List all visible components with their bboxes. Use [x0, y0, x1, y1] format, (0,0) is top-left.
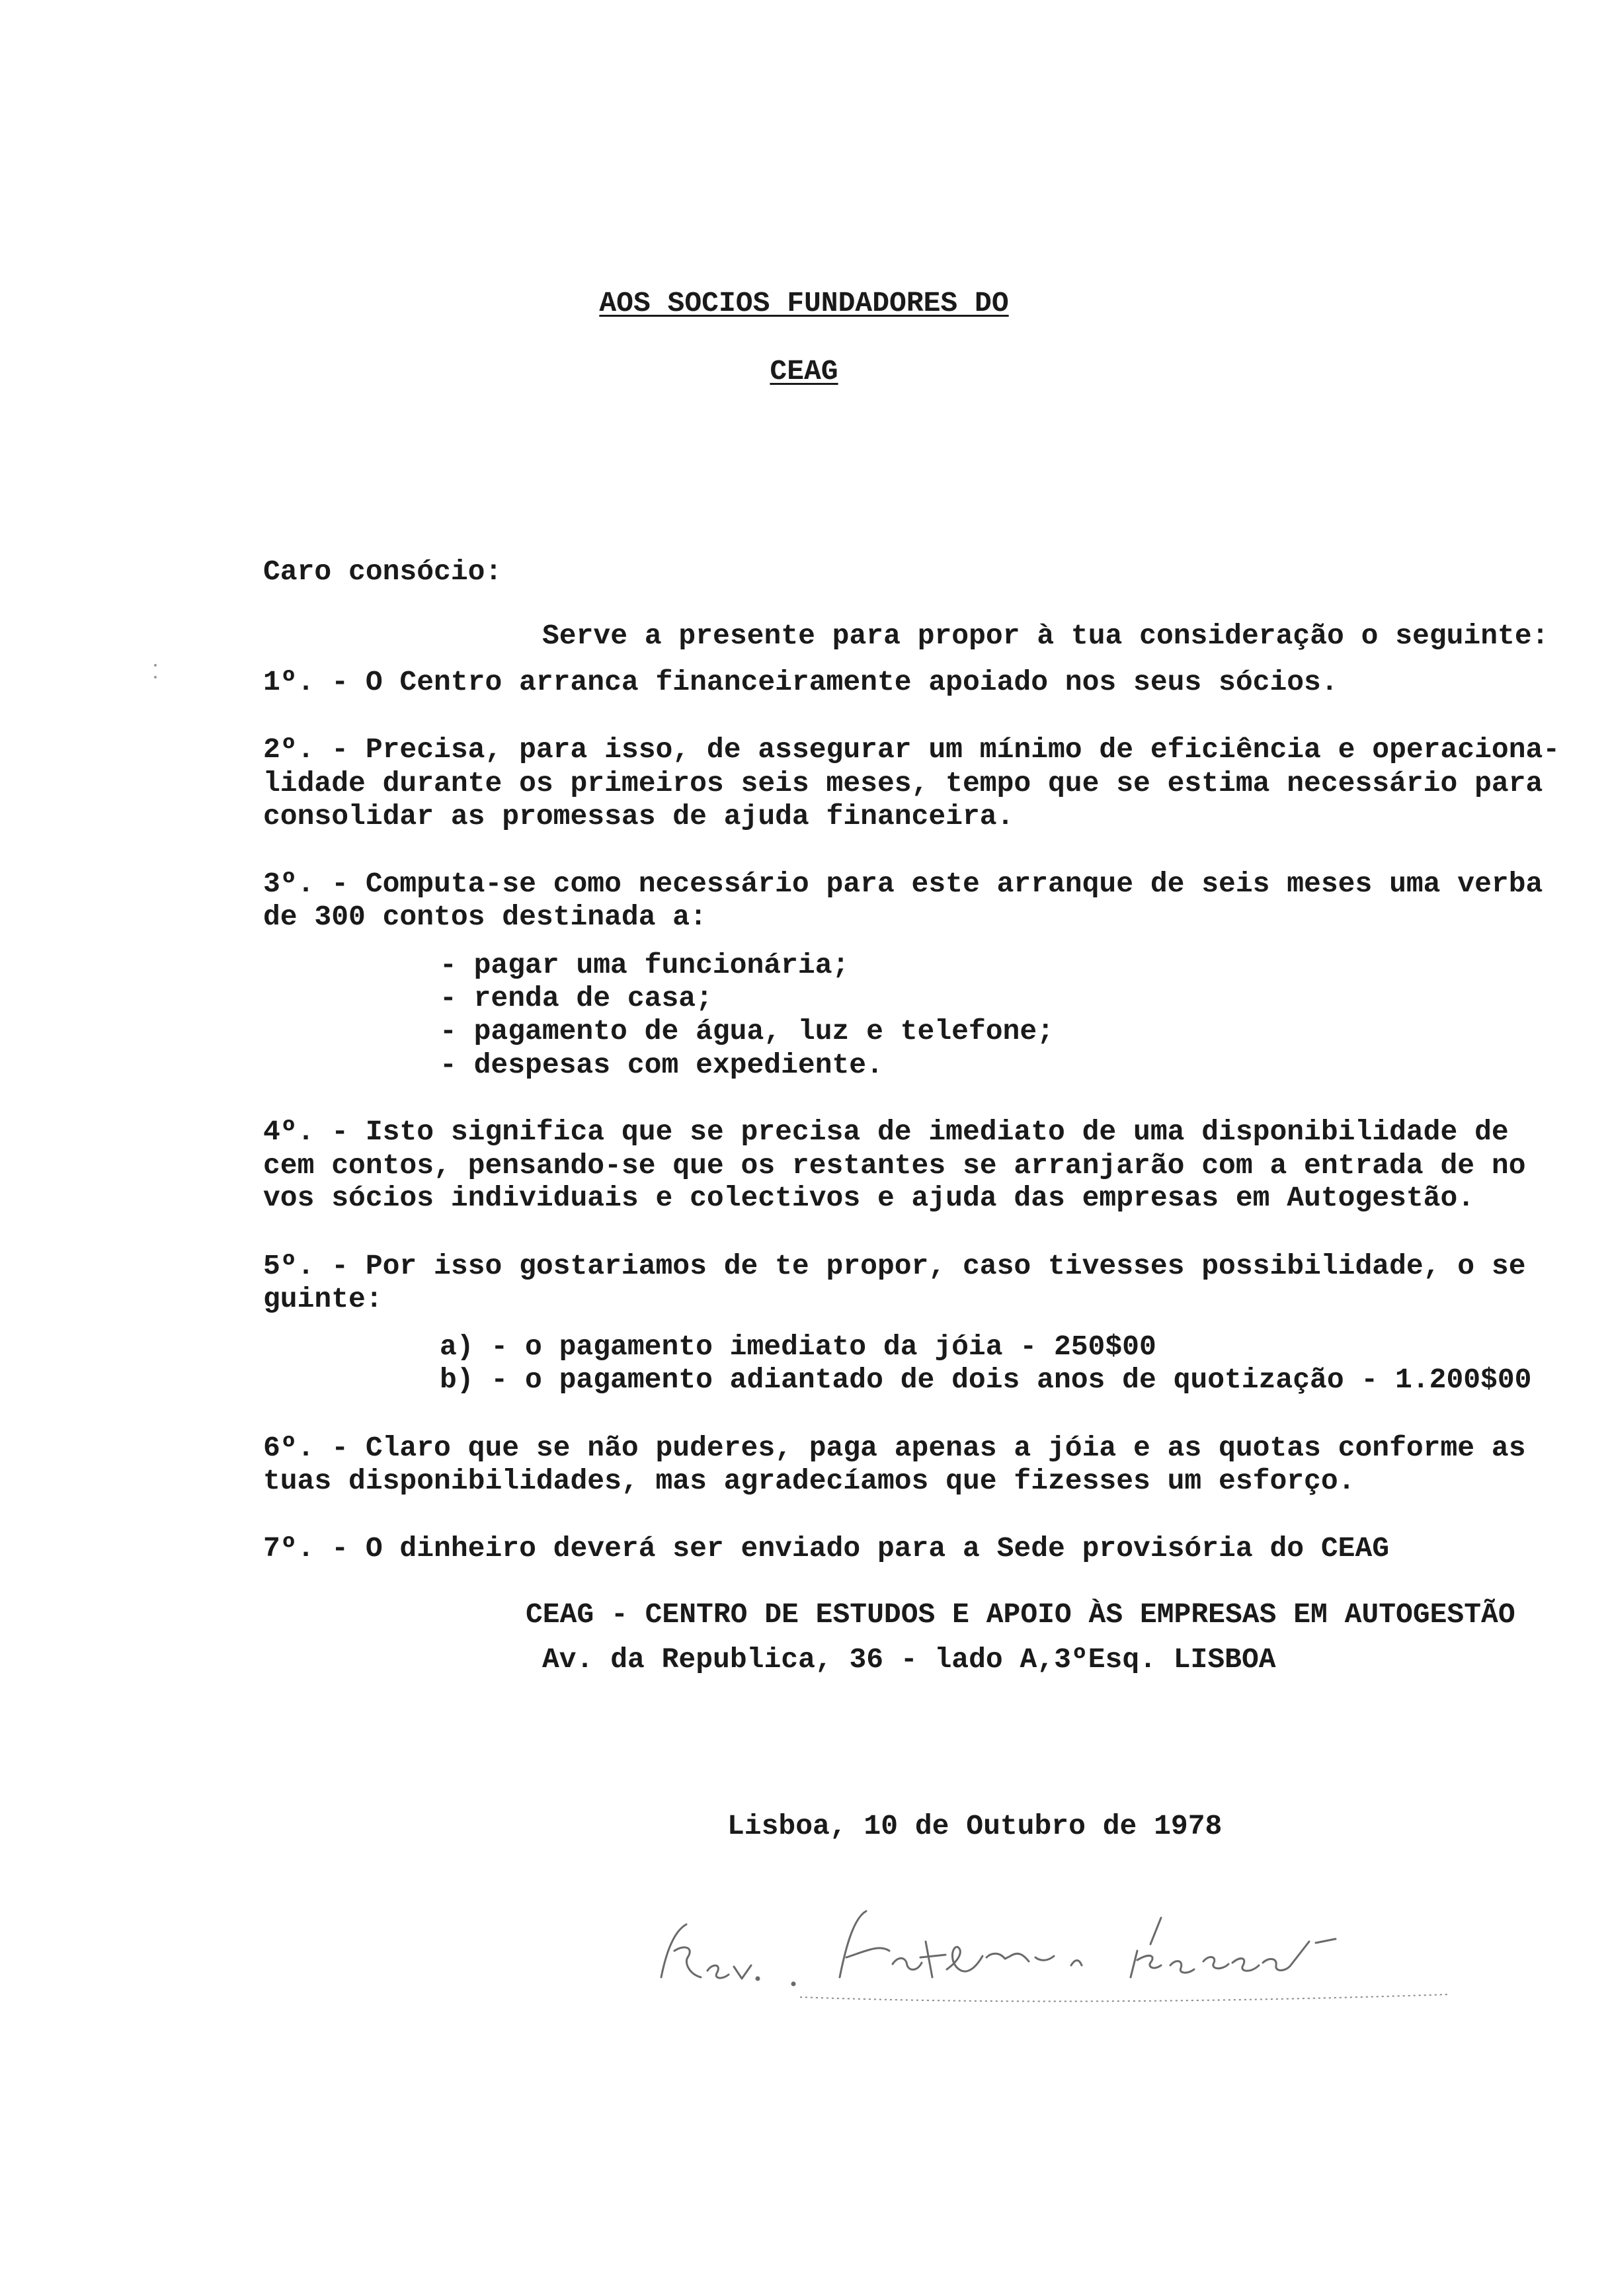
payment-option: a) - o pagamento imediato da jóia - 250$00	[440, 1331, 1156, 1363]
expense-item: - pagar uma funcionária;	[440, 949, 850, 981]
point-2-line-3: consolidar as promessas de ajuda financeira.	[263, 800, 1014, 833]
point-4-line-3: vos sócios individuais e colectivos e ajuda das empresas em Autogestão.	[263, 1182, 1475, 1214]
salutation: Caro consócio:	[263, 555, 502, 588]
expense-item: - despesas com expediente.	[440, 1049, 883, 1081]
document-heading: AOS SOCIOS FUNDADORES DO	[599, 287, 1009, 319]
handwritten-signature	[648, 1878, 1468, 2037]
point-5-line-1: 5º. - Por isso gostariamos de te propor, caso tivesses possibilidade, o se	[263, 1250, 1526, 1282]
point-4-line-1: 4º. - Isto significa que se precisa de imediato de uma disponibilidade de	[263, 1116, 1509, 1148]
intro-line: Serve a presente para propor à tua consideração o seguinte:	[542, 620, 1549, 652]
point-4-line-2: cem contos, pensando-se que os restantes se arranjarão com a entrada de no	[263, 1149, 1526, 1182]
letter-date: Lisboa, 10 de Outubro de 1978	[727, 1810, 1223, 1842]
point-5-line-2: guinte:	[263, 1283, 383, 1315]
point-6-line-2: tuas disponibilidades, mas agradecíamos que fizesses um esforço.	[263, 1465, 1355, 1497]
point-3-line-2: de 300 contos destinada a:	[263, 901, 707, 933]
expense-item: - renda de casa;	[440, 982, 713, 1014]
point-1: 1º. - O Centro arranca financeiramente apoiado nos seus sócios.	[263, 666, 1338, 698]
payment-option: b) - o pagamento adiantado de dois anos de quotização - 1.200$00	[440, 1364, 1532, 1396]
point-2-line-2: lidade durante os primeiros seis meses, tempo que se estima necessário para	[263, 767, 1543, 800]
point-6-line-1: 6º. - Claro que se não puderes, paga apenas a jóia e as quotas conforme as	[263, 1432, 1526, 1464]
expense-item: - pagamento de água, luz e telefone;	[440, 1015, 1054, 1047]
organization-address: Av. da Republica, 36 - lado A,3ºEsq. LISBOA	[542, 1643, 1276, 1676]
document-heading-acronym: CEAG	[770, 355, 838, 388]
point-7: 7º. - O dinheiro deverá ser enviado para a Sede provisória do CEAG	[263, 1532, 1390, 1565]
point-3-line-1: 3º. - Computa-se como necessário para este arranque de seis meses uma verba	[263, 868, 1543, 900]
point-2-line-1: 2º. - Precisa, para isso, de assegurar um mínimo de eficiência e operaciona-	[263, 733, 1560, 766]
organization-name: CEAG - CENTRO DE ESTUDOS E APOIO ÀS EMPRESAS EM AUTOGESTÃO	[526, 1598, 1515, 1631]
